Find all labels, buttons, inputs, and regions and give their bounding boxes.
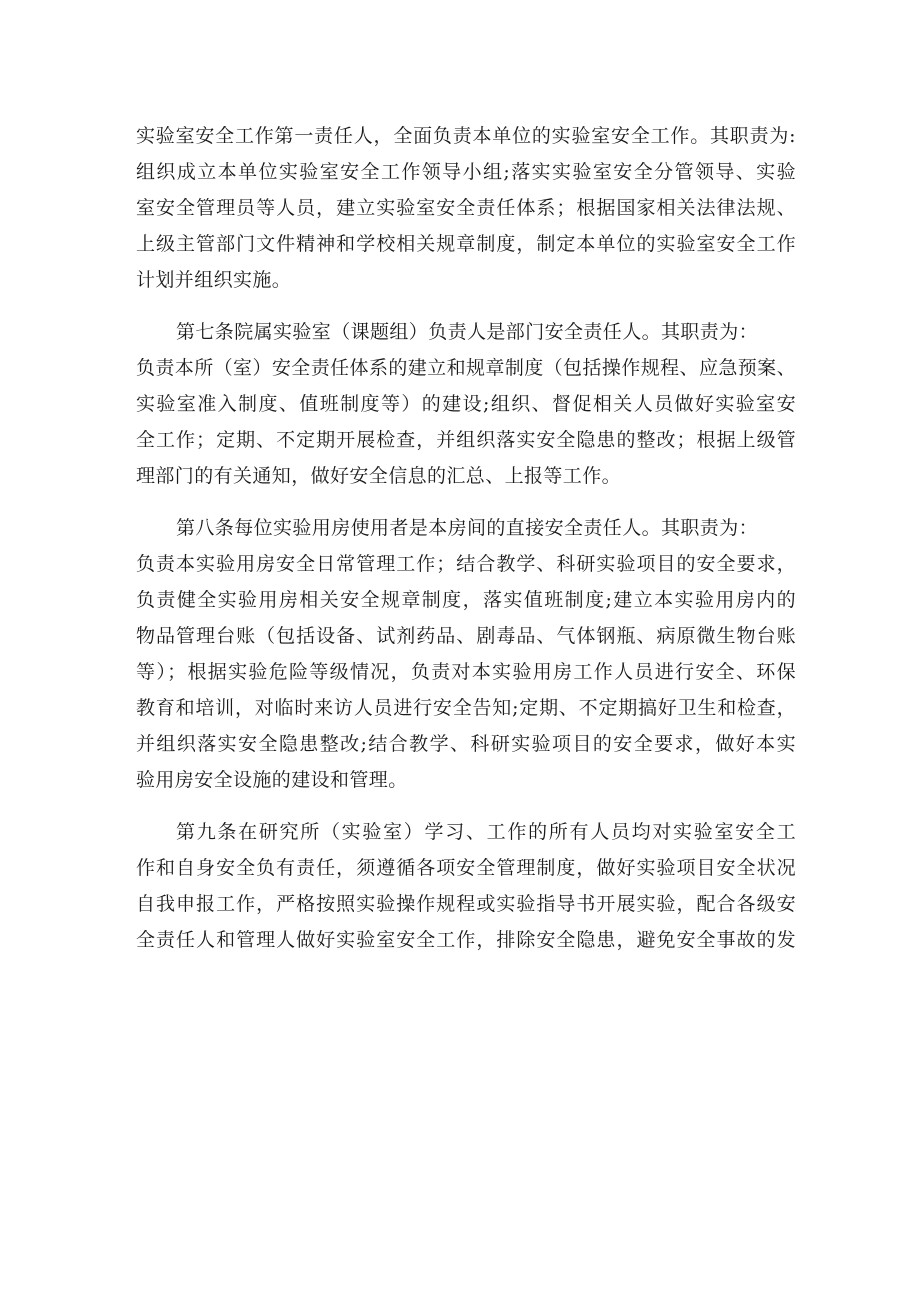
text-line: 负责健全实验用房相关安全规章制度，落实值班制度;建立本实验用房内的 bbox=[136, 589, 796, 611]
text-line: 第八条每位实验用房使用者是本房间的直接安全责任人。其职责为： bbox=[176, 517, 759, 539]
text-line: 第七条院属实验室（课题组）负责人是部门安全责任人。其职责为： bbox=[176, 321, 759, 343]
text-line: 作和自身安全负有责任，须遵循各项安全管理制度，做好实验项目安全状况 bbox=[136, 857, 796, 879]
text-line: 组织成立本单位实验室安全工作领导小组;落实实验室安全分管领导、实验 bbox=[136, 161, 796, 183]
document-body bbox=[136, 118, 796, 974]
text-line: 室安全管理员等人员，建立实验室安全责任体系；根据国家相关法律法规、 bbox=[136, 197, 796, 219]
text-line: 理部门的有关通知，做好安全信息的汇总、上报等工作。 bbox=[136, 465, 622, 487]
paragraph-responsibility-first bbox=[136, 118, 796, 298]
text-line: 上级主管部门文件精神和学校相关规章制度，制定本单位的实验室安全工作 bbox=[136, 233, 796, 255]
text-line: 全工作；定期、不定期开展检查，并组织落实安全隐患的整改；根据上级管 bbox=[136, 429, 796, 451]
text-line: 负责本实验用房安全日常管理工作；结合教学、科研实验项目的安全要求， bbox=[136, 553, 796, 575]
text-line: 实验室安全工作第一责任人，全面负责本单位的实验室安全工作。其职责为: bbox=[136, 125, 796, 147]
text-line: 教育和培训，对临时来访人员进行安全告知;定期、不定期搞好卫生和检查， bbox=[136, 697, 796, 719]
text-line: 验用房安全设施的建设和管理。 bbox=[136, 769, 408, 791]
text-line: 自我申报工作，严格按照实验操作规程或实验指导书开展实验，配合各级安 bbox=[136, 893, 796, 915]
paragraph-article-7 bbox=[136, 314, 796, 494]
text-line: 第九条在研究所（实验室）学习、工作的所有人员均对实验室安全工 bbox=[176, 821, 796, 843]
text-line: 负责本所（室）安全责任体系的建立和规章制度（包括操作规程、应急预案、 bbox=[136, 357, 796, 379]
text-line: 等）；根据实验危险等级情况，负责对本实验用房工作人员进行安全、环保 bbox=[136, 661, 796, 683]
paragraph-article-8 bbox=[136, 510, 796, 798]
text-line: 计划并组织实施。 bbox=[136, 269, 292, 291]
text-line: 实验室准入制度、值班制度等）的建设;组织、督促相关人员做好实验室安 bbox=[136, 393, 796, 415]
text-line: 全责任人和管理人做好实验室安全工作，排除安全隐患，避免安全事故的发 bbox=[136, 929, 796, 951]
text-line: 并组织落实安全隐患整改;结合教学、科研实验项目的安全要求，做好本实 bbox=[136, 733, 796, 755]
paragraph-article-9 bbox=[136, 814, 796, 958]
text-line: 物品管理台账（包括设备、试剂药品、剧毒品、气体钢瓶、病原微生物台账 bbox=[136, 625, 796, 647]
